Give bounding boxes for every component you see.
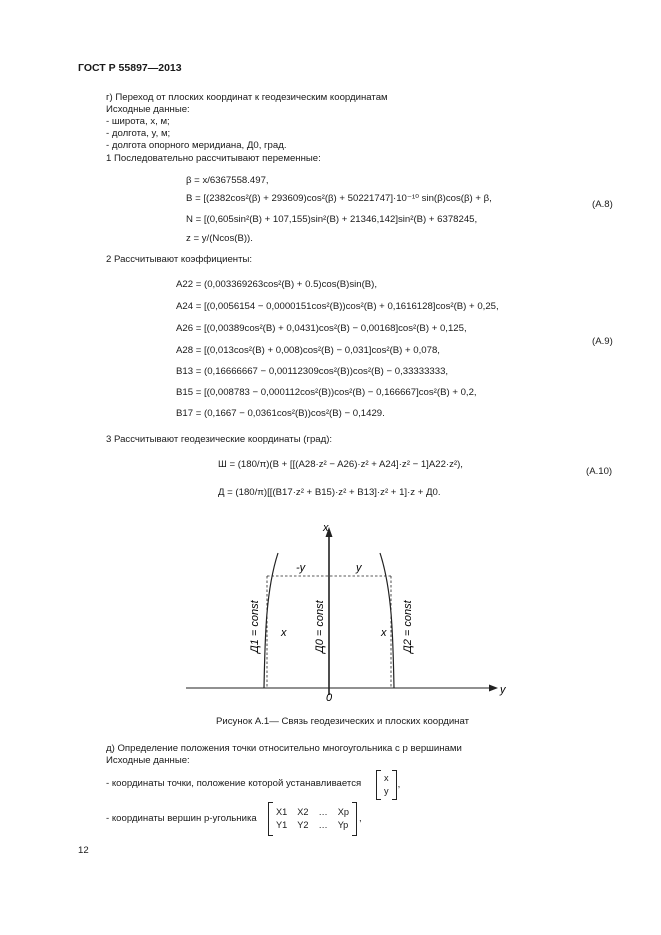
figure-a1-diagram [180, 515, 510, 705]
page-number: 12 [78, 845, 89, 856]
polygon-vertices-label: - координаты вершин p-угольника [106, 813, 257, 824]
label-x-right: x [381, 627, 387, 639]
formula-B13: B13 = (0,16666667 − 0,00112309cos²(B))cos²(B) − 0,33333333, [176, 366, 449, 377]
formula-A28: A28 = [(0,013cos²(B) + 0,008)cos²(B) − 0,031]cos²(B) + 0,078, [176, 345, 440, 356]
input-item: - долгота опорного меридиана, Д0, град. [106, 140, 287, 151]
formula-B17: B17 = (0,1667 − 0,0361cos²(B))cos²(B) − 0,1429. [176, 408, 385, 419]
vector-y: y [384, 786, 389, 796]
equation-number-a10: (А.10) [586, 466, 613, 477]
formula-A24: A24 = [(0,0056154 − 0,0000151cos²(B))cos²(B) + 0,1616128]cos²(B) + 0,25, [176, 301, 499, 312]
point-coordinates-label: - координаты точки, положение которой устанавливается [106, 778, 362, 789]
section-g-input-title: Исходные данные: [106, 104, 190, 115]
section-d-input-title: Исходные данные: [106, 755, 190, 766]
vector-x: x [384, 773, 389, 783]
formula-D: Д = (180/π)[[(B17·z² + B15)·z² + B13]·z² + 1]·z + Д0. [218, 487, 441, 498]
origin-label: 0 [326, 692, 333, 704]
matrix-cell: Y1 [276, 820, 288, 830]
y-axis-arrow [489, 685, 498, 692]
formula-A26: A26 = [(0,00389cos²(B) + 0,0431)cos²(B) − 0,00168]cos²(B) + 0,125, [176, 323, 467, 334]
meridian-right-curve [380, 553, 394, 688]
section-d-heading: д) Определение положения точки относительно многоугольника с p вершинами [106, 743, 462, 754]
point-vector [376, 770, 400, 805]
matrix-cell: X1 [276, 807, 288, 817]
step-1-text: 1 Последовательно рассчитывают переменные: [106, 153, 321, 164]
formula-A22: A22 = (0,003369263cos²(B) + 0.5)cos(B)sin(B), [176, 279, 378, 290]
document-id: ГОСТ Р 55897—2013 [78, 62, 182, 74]
meridian-left-curve [264, 553, 278, 688]
section-g-heading: г) Переход от плоских координат к геодезическим координатам [106, 92, 388, 103]
input-item: - широта, x, м; [106, 116, 170, 127]
label-minus-y: -y [296, 562, 306, 574]
matrix-cell: Y2 [297, 820, 309, 830]
axis-label-y: y [500, 684, 506, 696]
meridian-right-label: Д2 = const [402, 600, 414, 653]
matrix-cell: … [318, 807, 328, 817]
label-plus-y: y [356, 562, 362, 574]
label-x-left: x [281, 627, 287, 639]
input-item: - долгота, y, м; [106, 128, 171, 139]
equation-number-a9: (А.9) [592, 336, 613, 347]
point-vector-suffix: , [397, 779, 401, 790]
matrix-cell: Yp [337, 820, 349, 830]
formula-Sh: Ш = (180/π)(B + [[(A28·z² − A26)·z² + A24]·z² − 1]A22·z²), [218, 459, 463, 470]
axis-label-x: x [323, 522, 329, 534]
matrix-cell: … [318, 820, 328, 830]
step-3-text: 3 Рассчитывают геодезические координаты (град): [106, 434, 333, 445]
formula-B: B = [(2382cos²(β) + 293609)cos²(β) + 50221747]·10⁻¹⁰ sin(β)cos(β) + β, [186, 193, 492, 204]
vertices-matrix [268, 802, 362, 841]
formula-B15: B15 = [(0,008783 − 0,000112cos²(B))cos²(B) − 0,166667]cos²(B) + 0,2, [176, 387, 477, 398]
step-2-text: 2 Рассчитывают коэффициенты: [106, 254, 253, 265]
formula-N: N = [(0,605sin²(B) + 107,155)sin²(B) + 21346,142]sin²(B) + 6378245, [186, 214, 478, 225]
formula-z: z = y/(Ncos(B)). [186, 233, 253, 244]
meridian-center-label: Д0 = const [314, 600, 326, 653]
figure-caption: Рисунок А.1— Связь геодезических и плоских координат [216, 716, 470, 727]
formula-beta: β = x/6367558.497, [186, 175, 269, 186]
matrix-cell: Xp [337, 807, 349, 817]
meridian-left-label: Д1 = const [249, 600, 261, 653]
vertices-matrix-suffix: , [358, 813, 362, 824]
matrix-cell: X2 [297, 807, 309, 817]
equation-number-a8: (А.8) [592, 199, 613, 210]
